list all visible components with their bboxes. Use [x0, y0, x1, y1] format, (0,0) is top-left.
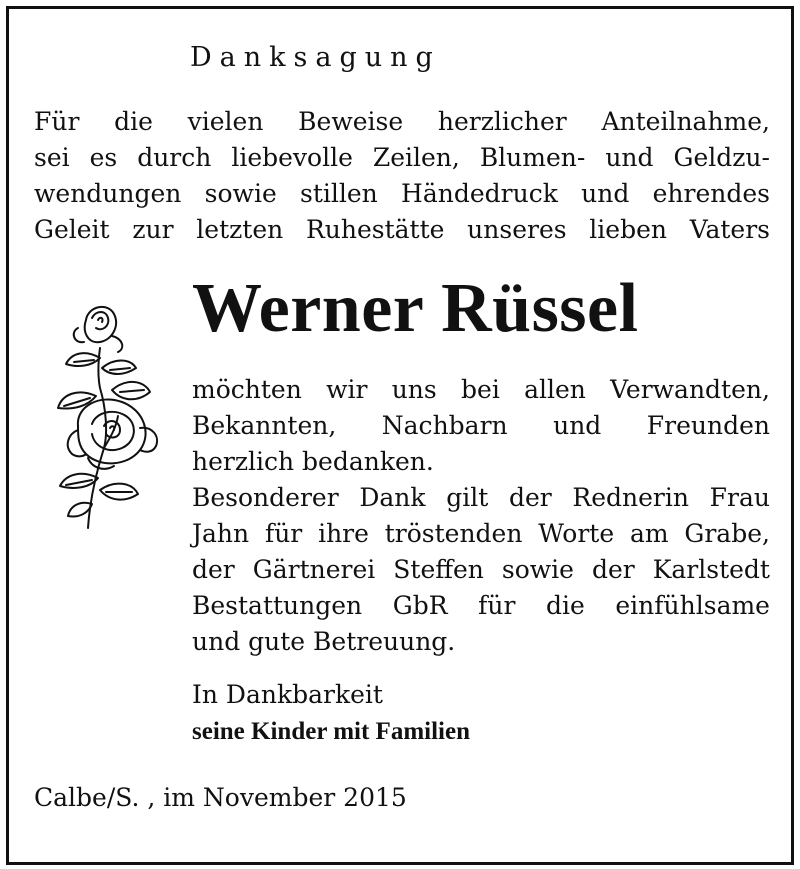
word: Blumen-: [479, 143, 586, 172]
word: für: [478, 591, 516, 620]
word: und: [581, 179, 630, 208]
word: vielen: [187, 107, 264, 136]
word: Rednerin: [572, 483, 689, 512]
word: herzlicher: [437, 107, 567, 136]
word: ihre: [318, 519, 369, 548]
body-line: [192, 480, 770, 516]
word: Worte: [538, 519, 615, 548]
word: Geleit: [34, 215, 110, 244]
signature: seine Kinder mit Familien: [192, 718, 470, 745]
word: unseres: [467, 215, 567, 244]
word: sowie: [501, 555, 574, 584]
body-line: [192, 408, 770, 444]
word: und: [553, 411, 602, 440]
word: Anteilnahme,: [601, 107, 770, 136]
word: herzlich bedanken.: [192, 447, 434, 476]
word: Freunden: [646, 411, 770, 440]
word: Karlstedt: [652, 555, 770, 584]
word: Bestattungen: [192, 591, 363, 620]
word: Nachbarn: [381, 411, 508, 440]
thanks-paragraph: [192, 372, 770, 660]
word: GbR: [392, 591, 448, 620]
body-line: [192, 516, 770, 552]
closing-block: [192, 676, 470, 750]
word: lieben: [589, 215, 667, 244]
word: Geldzu-: [673, 143, 770, 172]
word: uns: [391, 375, 437, 404]
word: Jahn: [192, 519, 250, 548]
word: tröstenden: [384, 519, 523, 548]
word: der: [508, 483, 552, 512]
word: es: [89, 143, 118, 172]
rose-icon: [48, 298, 168, 530]
word: sowie: [204, 179, 277, 208]
word: Vaters: [689, 215, 770, 244]
word: für: [264, 519, 303, 548]
deceased-name: Werner Rüssel: [192, 270, 639, 347]
body-line: [192, 552, 770, 588]
body-line: [192, 444, 770, 480]
word: Für: [34, 107, 80, 136]
word: einfühlsame: [615, 591, 770, 620]
intro-line: [34, 104, 770, 140]
place-date: Calbe/S. , im November 2015: [34, 783, 407, 812]
notice-heading: Danksagung: [190, 42, 441, 73]
word: die: [546, 591, 585, 620]
word: sei: [34, 143, 70, 172]
word: Zeilen,: [372, 143, 460, 172]
body-line: [192, 372, 770, 408]
word: wir: [326, 375, 368, 404]
word: Steffen: [393, 555, 484, 584]
word: Bekannten,: [192, 411, 337, 440]
intro-line: [34, 140, 770, 176]
word: stillen: [300, 179, 378, 208]
word: die: [114, 107, 153, 136]
word: gilt: [446, 483, 489, 512]
word: der: [192, 555, 235, 584]
word: Dank: [359, 483, 426, 512]
word: und gute Betreuung.: [192, 627, 456, 656]
word: Besonderer: [192, 483, 339, 512]
intro-line: [34, 212, 770, 248]
closing-line: In Dankbarkeit: [192, 680, 383, 709]
word: am: [629, 519, 669, 548]
word: zur: [132, 215, 174, 244]
body-line: [192, 624, 770, 660]
word: wendungen: [34, 179, 182, 208]
word: möchten: [192, 375, 302, 404]
word: Gärtnerei: [252, 555, 376, 584]
word: Händedruck: [401, 179, 558, 208]
word: bei: [461, 375, 500, 404]
word: Beweise: [298, 107, 404, 136]
word: Ruhestätte: [305, 215, 445, 244]
word: ehrendes: [652, 179, 770, 208]
word: und: [605, 143, 654, 172]
word: der: [591, 555, 635, 584]
word: liebevolle: [231, 143, 353, 172]
word: letzten: [196, 215, 284, 244]
word: Frau: [709, 483, 770, 512]
intro-line: [34, 176, 770, 212]
intro-paragraph: [34, 104, 770, 248]
body-line: [192, 588, 770, 624]
word: Verwandten,: [610, 375, 770, 404]
word: Grabe,: [684, 519, 770, 548]
word: durch: [137, 143, 212, 172]
word: allen: [524, 375, 586, 404]
